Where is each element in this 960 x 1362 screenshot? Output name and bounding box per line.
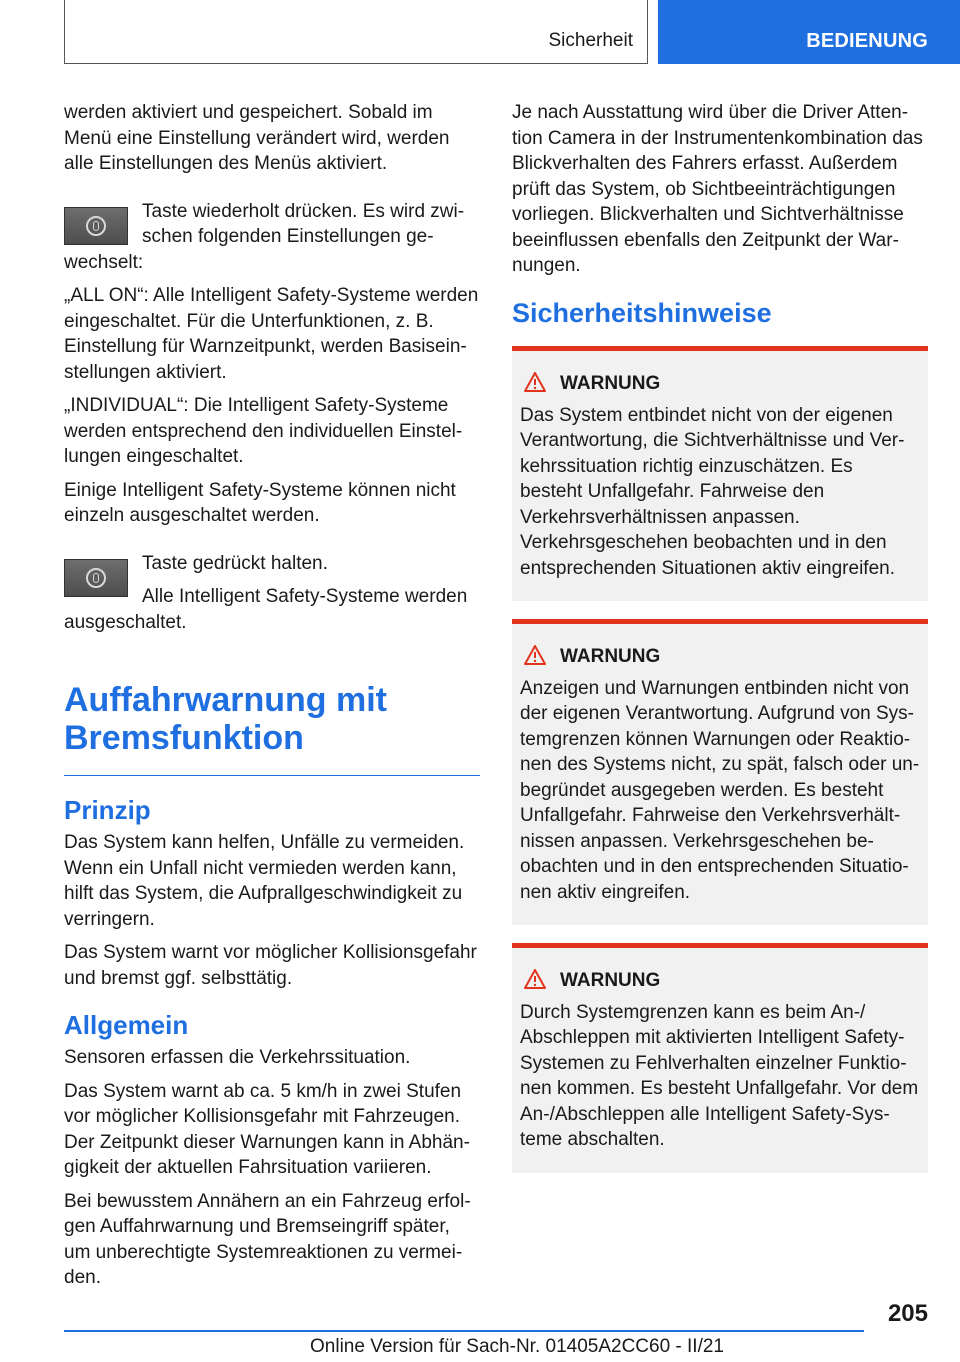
button-instruction-text: Taste gedrückt halten. <box>142 552 328 574</box>
warning-box <box>512 346 928 601</box>
button-instruction-2 <box>64 551 480 636</box>
warning-text: Durch Systemgrenzen kann es beim An-/ Abschleppen mit aktivierten Intelligent Safety-Systemen zu Fehlverhalten einzelner Funktionen kommen. Es besteht Unfallgefahr. Vor dem An-/Abschleppen alle Intelligent Safety-Systeme abschalten. <box>520 1001 919 1150</box>
paragraph: Das System warnt vor möglicher Kollisionsgefahr und bremst ggf. selbsttätig. <box>64 942 477 989</box>
paragraph: „ALL ON“: Alle Intelligent Safety-Systeme werden eingeschaltet. Für die Unterfunktionen, z. B. Einstellung für Warnzeitpunkt, werden Basiseinstellungen aktiviert. <box>64 285 479 383</box>
paragraph: Bei bewusstem Annähern an ein Fahrzeug erfolgen Auffahrwarnung und Bremseingriff später, um unberechtigte Systemreaktionen zu vermeiden. <box>64 1190 471 1288</box>
safety-button-icon <box>64 207 128 245</box>
paragraph: Das System warnt ab ca. 5 km/h in zwei Stufen vor möglicher Kollisionsgefahr mit Fahrzeugen. Der Zeitpunkt dieser Warnungen kann in Abhängigkeit der aktuellen Fahrsituation variieren. <box>64 1080 470 1178</box>
header-chapter-label: BEDIENUNG <box>806 30 928 52</box>
page-number: 205 <box>887 1300 928 1327</box>
button-instruction-1 <box>64 199 480 276</box>
paragraph: Einige Intelligent Safety-Systeme können nicht einzeln ausgeschaltet werden. <box>64 479 456 526</box>
footer-divider <box>64 1330 864 1332</box>
warning-box <box>512 619 928 925</box>
section-heading: Auffahrwarnung mit Bremsfunktion <box>64 681 480 776</box>
paragraph: Sensoren erfassen die Verkehrssituation. <box>64 1047 411 1068</box>
warning-triangle-icon <box>524 645 546 665</box>
button-instruction-text: Taste wiederholt drücken. Es wird zwischen folgenden Einstellungen gewechselt: <box>64 200 465 273</box>
safety-button-icon <box>64 559 128 597</box>
warning-title: WARNUNG <box>560 373 661 394</box>
warning-triangle-icon <box>524 969 546 989</box>
warning-box <box>512 943 928 1173</box>
warning-text: Anzeigen und Warnungen entbinden nicht von der eigenen Verantwortung. Aufgrund von Systemgrenzen können Warnungen oder Reaktionen des Systems nicht, zu spät, falsch oder unbegründet ausgegeben werden. Es besteht Unfallgefahr. Fahrweise den Verkehrsverhältnissen anpassen. Verkehrsgeschehen beobachten und in den entsprechenden Situationen aktiv eingreifen. <box>520 677 920 903</box>
subheading-prinzip: Prinzip <box>64 795 151 825</box>
paragraph: „INDIVIDUAL“: Die Intelligent Safety-Systeme werden entsprechend den individuellen Einstellungen eingeschaltet. <box>64 395 463 467</box>
left-column <box>64 100 480 1299</box>
footer-version-text: Online Version für Sach-Nr. 01405A2CC60 - II/21 <box>310 1336 725 1357</box>
right-column <box>512 100 928 1187</box>
header-chapter-tab <box>658 0 960 64</box>
paragraph: Je nach Ausstattung wird über die Driver Attention Camera in der Instrumentenkombination das Blickverhalten des Fahrers erfasst. Außerdem prüft das System, ob Sichtbeeinträchtigungen vorliegen. Blickverhalten und Sichtverhältnisse beeinflussen ebenfalls den Zeitpunkt der Warnungen. <box>512 102 923 276</box>
warning-title: WARNUNG <box>560 970 661 991</box>
subheading-allgemein: Allgemein <box>64 1010 189 1040</box>
paragraph: werden aktiviert und gespeichert. Sobald im Menü eine Einstellung verändert wird, werden alle Einstellungen des Menüs aktiviert. <box>64 102 450 174</box>
header-section-title: Sicherheit <box>548 30 633 51</box>
warning-title: WARNUNG <box>560 646 661 667</box>
warning-triangle-icon <box>524 372 546 392</box>
paragraph: Das System kann helfen, Unfälle zu vermeiden. Wenn ein Unfall nicht vermieden werden kann, hilft das System, die Aufprallgeschwindigkeit zu verringern. <box>64 832 465 930</box>
button-instruction-text: Alle Intelligent Safety-Systeme werden ausgeschaltet. <box>64 586 468 633</box>
warning-text: Das System entbindet nicht von der eigenen Verantwortung, die Sichtverhältnisse und Verkehrssituation richtig einzuschätzen. Es besteht Unfallgefahr. Fahrweise den Verkehrsverhältnissen anpassen. Verkehrsgeschehen beobachten und in den entsprechenden Situationen aktiv eingreifen. <box>520 404 905 579</box>
header-section-box <box>64 0 648 64</box>
safety-notes-heading: Sicherheitshinweise <box>512 297 772 328</box>
